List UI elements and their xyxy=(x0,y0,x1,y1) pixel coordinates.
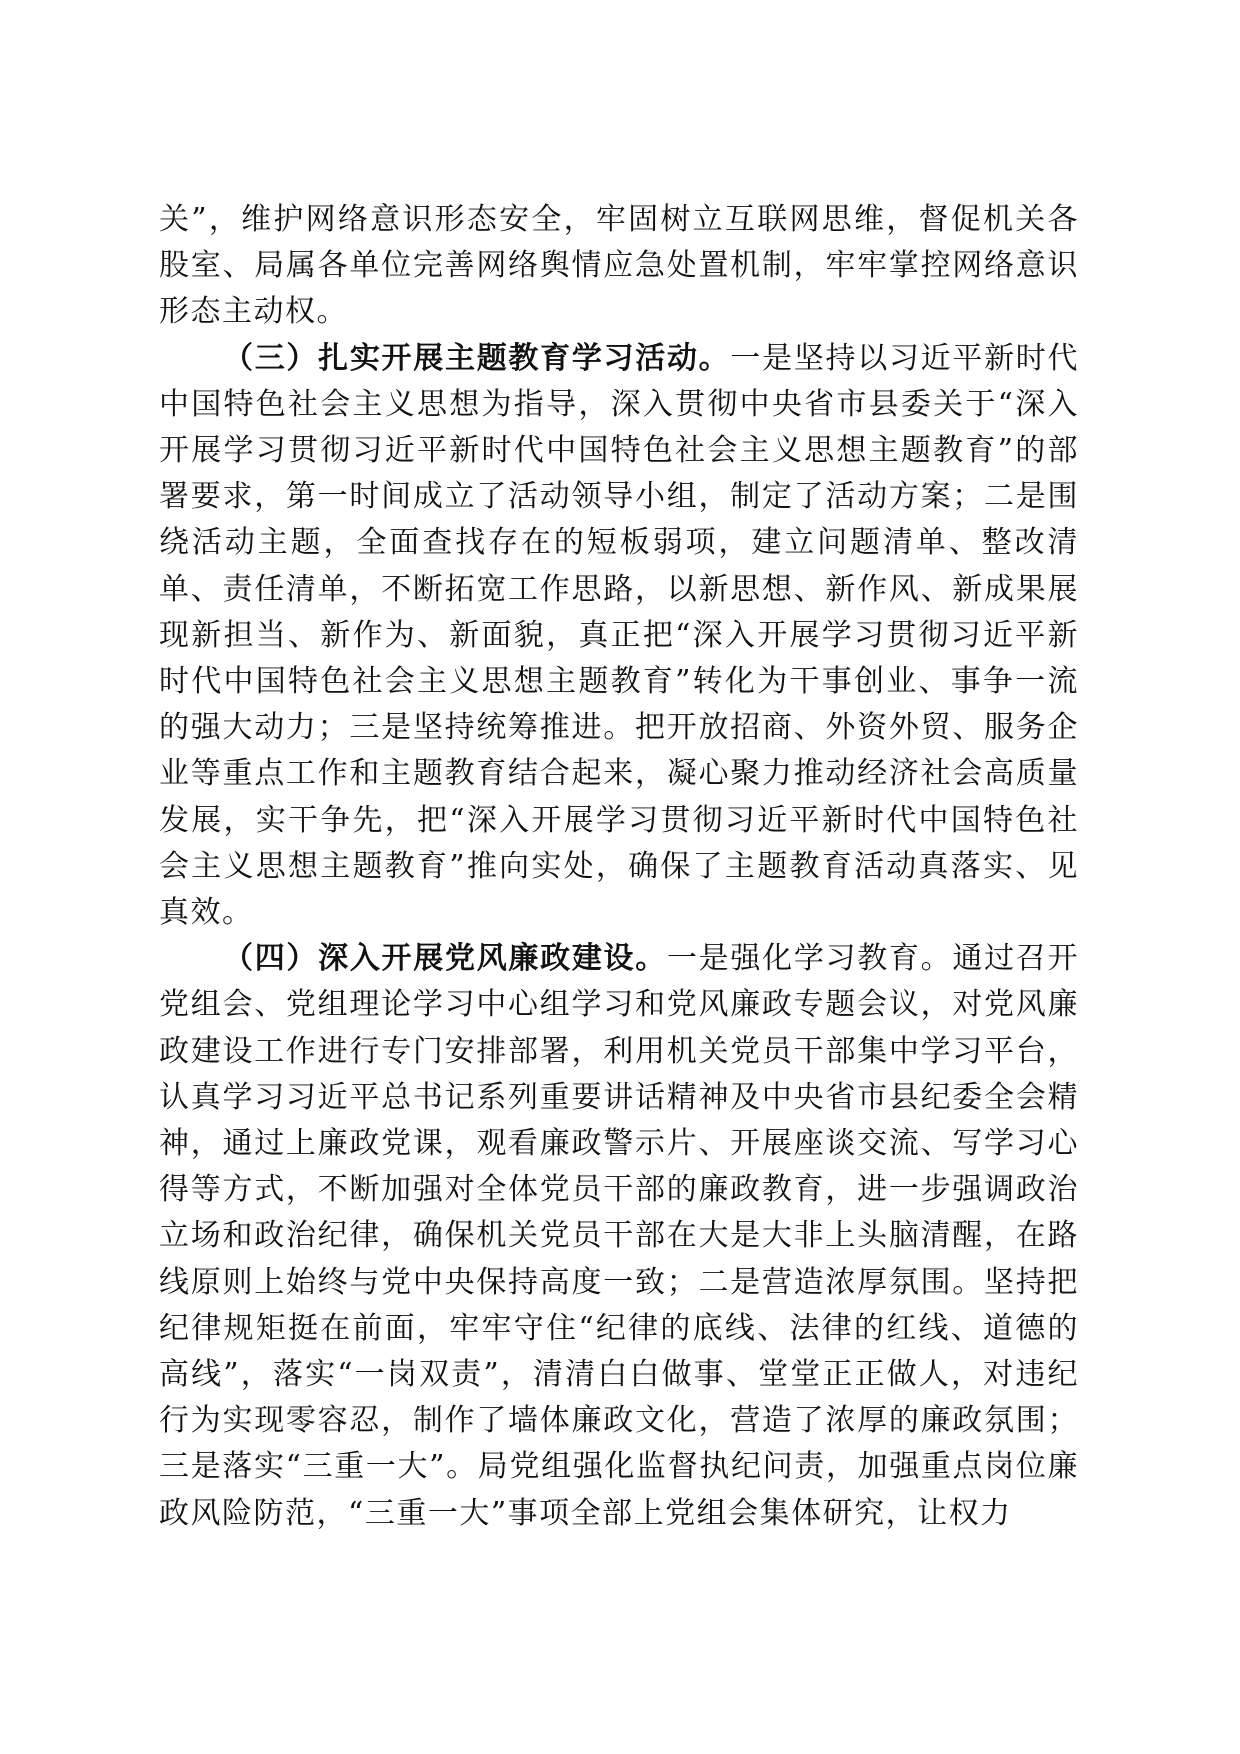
section-heading-4: （四）深入开展党风廉政建设。 xyxy=(223,941,667,977)
paragraph-text: 一是强化学习教育。通过召开党组会、党组理论学习中心组学习和党风廉政专题会议，对党风廉政建设工作进行专门安排部署，利用机关党员干部集中学习平台，认真学习习近平总书记系列重要讲话精神及中央省市县纪委全会精神，通过上廉政党课，观看廉政警示片、开展座谈交流、写学习心得等方式，不断加强对全体党员干部的廉政教育，进一步强调政治立场和政治纪律，确保机关党员干部在大是大非上头脑清醒，在路线原则上始终与党中央保持高度一致；二是营造浓厚氛围。坚持把纪律规矩挺在前面，牢牢守住“纪律的底线、法律的红线、道德的高线”，落实“一岗双责”，清清白白做事、堂堂正正做人，对违纪行为实现零容忍，制作了墙体廉政文化，营造了浓厚的廉政氛围；三是落实“三重一大”。局党组强化监督执纪问责，加强重点岗位廉政风险防范，“三重一大”事项全部上党组会集体研究，让权力 xyxy=(159,941,1080,1531)
section-heading-3: （三）扎实开展主题教育学习活动。 xyxy=(223,340,731,376)
paragraph-party-conduct xyxy=(159,936,1079,1537)
paragraph-text: 一是坚持以习近平新时代中国特色社会主义思想为指导，深入贯彻中央省市县委关于“深入开展学习贯彻习近平新时代中国特色社会主义思想主题教育”的部署要求，第一时间成立了活动领导小组，制定了活动方案；二是围绕活动主题，全面查找存在的短板弱项，建立问题清单、整改清单、责任清单，不断拓宽工作思路，以新思想、新作风、新成果展现新担当、新作为、新面貌，真正把“深入开展学习贯彻习近平新时代中国特色社会主义思想主题教育”转化为干事创业、事争一流的强大动力；三是坚持统筹推进。把开放招商、外资外贸、服务企业等重点工作和主题教育结合起来，凝心聚力推动经济社会高质量发展，实干争先，把“深入开展学习贯彻习近平新时代中国特色社会主义思想主题教育”推向实处，确保了主题教育活动真落实、见真效。 xyxy=(159,340,1080,931)
document-page xyxy=(159,197,1079,1537)
paragraph-text: 关”，维护网络意识形态安全，牢固树立互联网思维，督促机关各股室、局属各单位完善网络舆情应急处置机制，牢牢掌控网络意识形态主动权。 xyxy=(159,202,1079,330)
paragraph-theme-education xyxy=(159,336,1079,937)
paragraph-continuation xyxy=(159,197,1079,336)
